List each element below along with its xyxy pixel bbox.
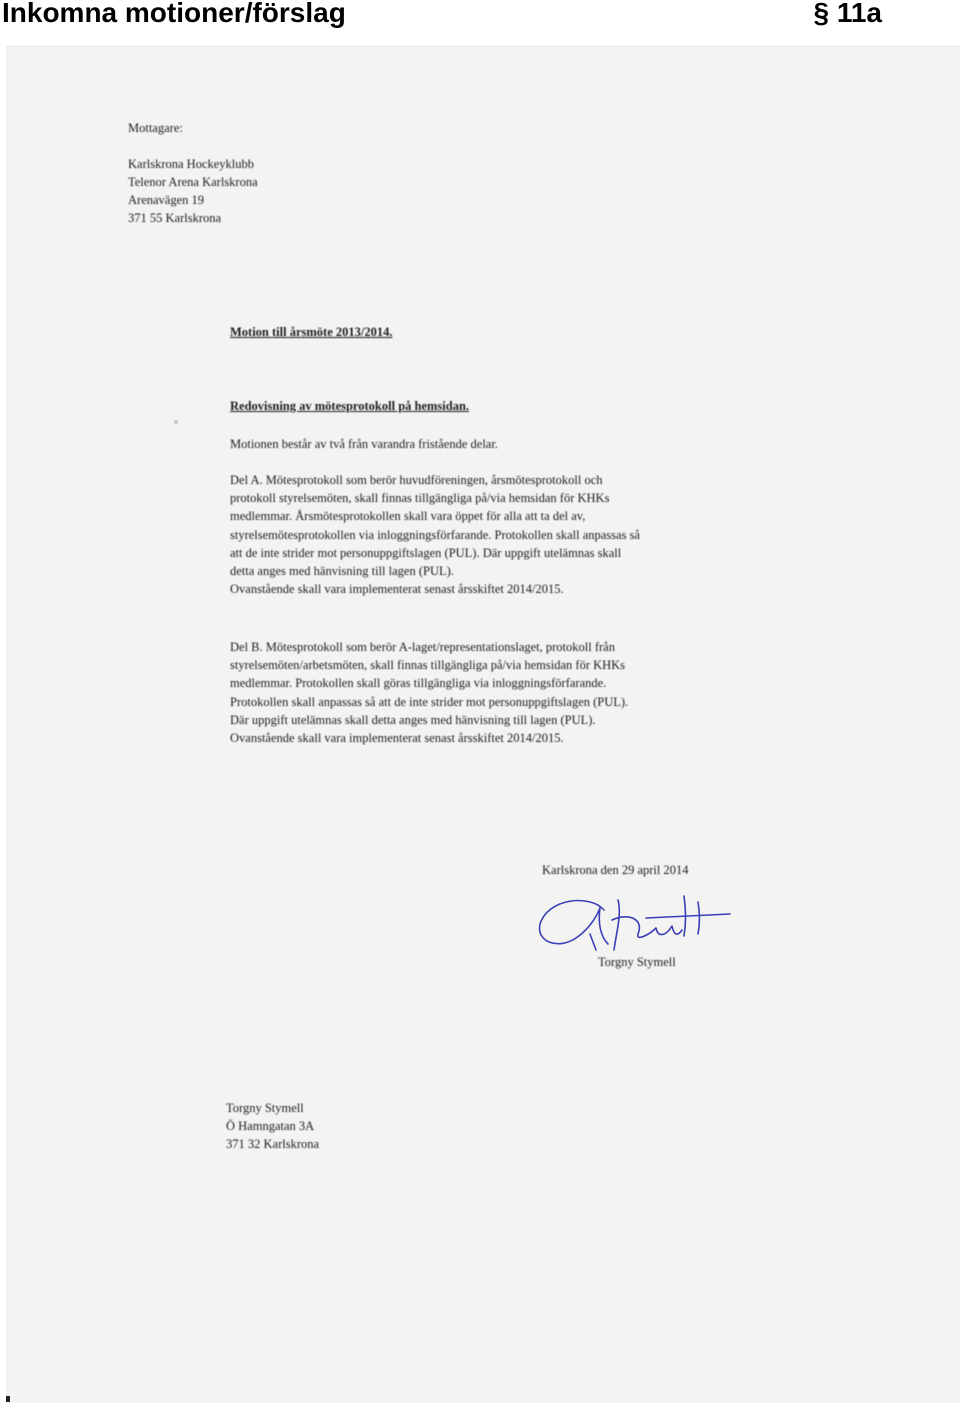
part-b-line: Ovanstående skall vara implementerat senast årsskiftet 2014/2015. [230, 731, 564, 746]
signature-stroke [614, 900, 619, 950]
part-b-line: styrelsemöten/arbetsmöten, skall finnas tillgängliga på/via hemsidan för KHKs [230, 658, 626, 673]
part-b-line: medlemmar. Protokollen skall göras tillgängliga via inloggningsförfarande. [230, 676, 607, 691]
scanned-letter [6, 46, 960, 1403]
sender-line: Torgny Stymell [226, 1101, 304, 1115]
part-a-line: Del A. Mötesprotokoll som berör huvudföreningen, årsmötesprotokoll och [230, 473, 603, 487]
signature-stroke [540, 901, 608, 944]
letter-body [6, 47, 960, 1403]
place-and-date: Karlskrona den 29 april 2014 [542, 863, 689, 877]
part-a-line: detta anges med hänvisning till lagen (PUL). [230, 564, 454, 579]
sender-address [226, 1099, 319, 1153]
part-a-line: styrelsemötesprotokollen via inloggningsförfarande. Protokollen skall anpassas så [230, 527, 640, 542]
recipient-address [128, 155, 258, 227]
recipient-label: Mottagare: [128, 121, 183, 135]
signature-stroke [590, 934, 596, 950]
recipient-line: Arenavägen 19 [128, 193, 205, 207]
signature-stroke [698, 902, 700, 934]
part-b-line: Protokollen skall anpassas så att de inte strider mot personuppgiftslagen (PUL). [230, 694, 629, 709]
part-b [230, 638, 628, 747]
part-b-line: Del B. Mötesprotokoll som berör A-laget/representationslaget, protokoll från [230, 640, 615, 654]
part-a-line: medlemmar. Årsmötesprotokollen skall vara öppet för alla att ta del av, [230, 509, 586, 524]
signature-strokes [540, 896, 730, 950]
recipient-line: 371 55 Karlskrona [128, 211, 222, 225]
signature-stroke [646, 914, 730, 918]
sender-line: 371 32 Karlskrona [226, 1137, 320, 1151]
sender-line: Ö Hamngatan 3A [226, 1119, 315, 1133]
page-title: Inkomna motioner/förslag [2, 0, 346, 28]
signature-stroke [612, 917, 682, 938]
part-a-line: Ovanstående skall vara implementerat senast årsskiftet 2014/2015. [230, 582, 564, 597]
part-a-line: protokoll styrelsemöten, skall finnas tillgängliga på/via hemsidan för KHKs [230, 491, 610, 506]
signer-name: Torgny Stymell [598, 955, 676, 969]
handwritten-signature [534, 890, 734, 958]
part-b-line: Där uppgift utelämnas skall detta anges med hänvisning till lagen (PUL). [230, 712, 596, 727]
recipient-line: Telenor Arena Karlskrona [128, 175, 258, 189]
motion-intro: Motionen består av två från varandra fristående delar. [230, 437, 498, 451]
part-a [230, 471, 640, 598]
part-a-line: att de inte strider mot personuppgiftslagen (PUL). Där uppgift utelämnas skall [230, 545, 622, 560]
section-number: § 11a [813, 0, 882, 28]
motion-title: Motion till årsmöte 2013/2014. [230, 325, 393, 339]
motion-subject: Redovisning av mötesprotokoll på hemsidan. [230, 399, 470, 413]
recipient-line: Karlskrona Hockeyklubb [128, 157, 255, 171]
